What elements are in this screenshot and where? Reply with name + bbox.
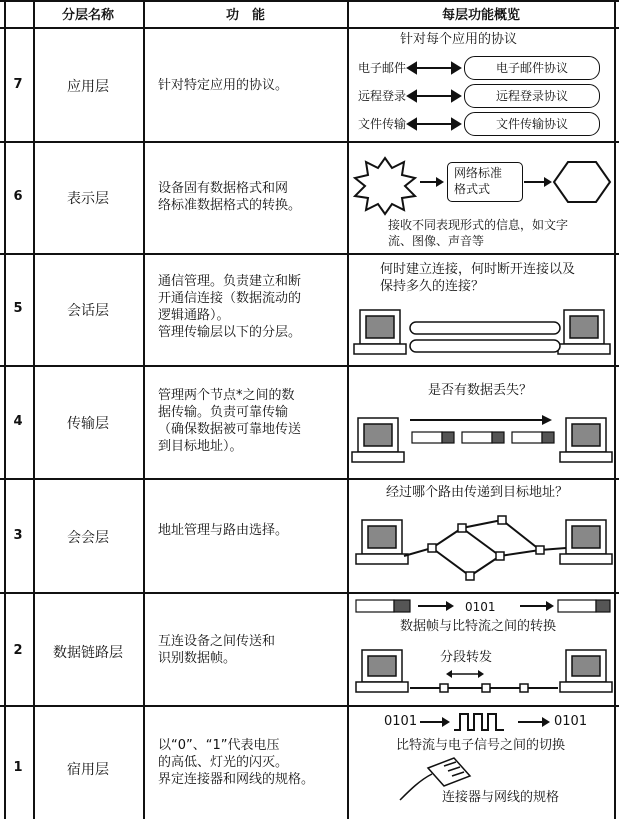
app-row-left: 电子邮件 — [358, 61, 407, 75]
link-bits: 0101 — [465, 600, 496, 614]
app-row-left: 远程登录 — [358, 89, 407, 103]
app-protocol-pill: 电子邮件协议 — [464, 56, 600, 80]
layer-number: 1 — [13, 760, 23, 775]
standard-format-box: 网络标准 格式式 — [447, 162, 523, 202]
app-overview-title: 针对每个应用的协议 — [400, 32, 518, 47]
segment-forward-label: 分段转发 — [440, 650, 493, 665]
session-caption: 保持多久的连接？ — [380, 279, 485, 294]
app-protocol-pill: 远程登录协议 — [464, 84, 600, 108]
square-wave-icon — [454, 714, 504, 730]
layer-name: 宿用层 — [67, 762, 109, 778]
layer-name: 传输层 — [67, 416, 109, 432]
layer-function: 以“0”、“1”代表电压 的高低、灯光的闪灭。 界定连接器和网线的规格。 — [158, 738, 315, 787]
presentation-caption: 流、图像、声音等 — [388, 234, 485, 248]
layer-number: 3 — [13, 528, 23, 543]
layer-number: 6 — [13, 189, 23, 204]
layer-function: 针对特定应用的协议。 — [158, 78, 289, 93]
physical-caption: 比特流与电子信号之间的切换 — [396, 738, 566, 753]
session-caption: 何时建立连接，何时断开连接以及 — [380, 262, 576, 277]
layer-name: 应用层 — [67, 79, 109, 95]
presentation-caption: 接收不同表现形式的信息，如文字 — [388, 218, 569, 232]
layer-function: 设备固有数据格式和网 络标准数据格式的转换。 — [158, 181, 302, 213]
layer-number: 7 — [13, 77, 23, 92]
layer-function: 互连设备之间传送和 识别数据帧。 — [158, 634, 276, 666]
header-name: 分层名称 — [61, 8, 114, 23]
header-function: 功 能 — [225, 8, 265, 23]
physical-caption-2: 连接器与网线的规格 — [442, 790, 560, 805]
layer-function: 通信管理。负责建立和断 开通信连接（数据流动的 逻辑通路）。 管理传输层以下的分层。 — [158, 274, 302, 340]
layer-name: 会会层 — [67, 530, 109, 546]
header-overview: 每层功能概览 — [441, 8, 520, 23]
layer-name: 表示层 — [67, 191, 109, 207]
transport-caption: 是否有数据丢失？ — [428, 383, 533, 398]
app-row-left: 文件传输 — [358, 117, 407, 131]
layer-function: 管理两个节点*之间的数 据传输。负责可靠传输 （确保数据被可靠地传送 到目标地址）。 — [158, 388, 302, 454]
layer-number: 4 — [13, 414, 23, 429]
layer-name: 会话层 — [67, 303, 109, 319]
datalink-caption: 数据帧与比特流之间的转换 — [400, 619, 557, 634]
network-caption: 经过哪个路由传递到目标地址？ — [386, 485, 569, 500]
layer-function: 地址管理与路由选择。 — [158, 523, 289, 538]
layer-number: 2 — [13, 643, 23, 658]
layer-number: 5 — [13, 301, 23, 316]
app-protocol-pill: 文件传输协议 — [464, 112, 600, 136]
phys-bits-left: 0101 — [384, 714, 418, 729]
phys-bits-right: 0101 — [554, 714, 588, 729]
layer-name: 数据链路层 — [53, 645, 123, 661]
